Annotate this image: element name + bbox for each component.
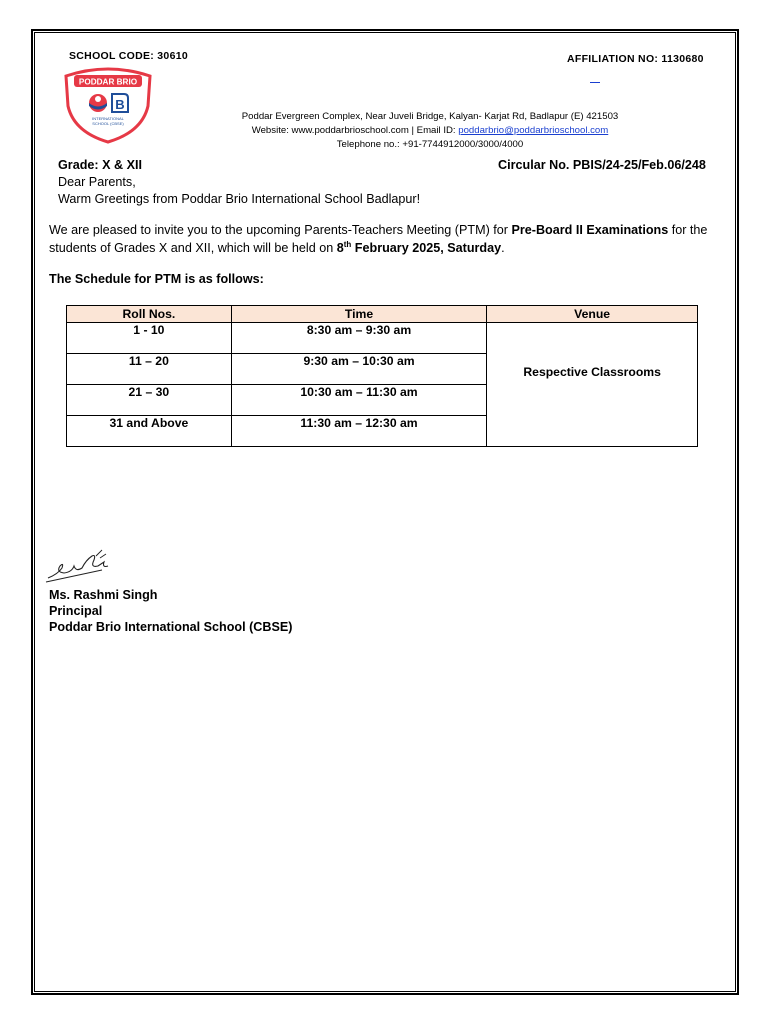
date-rest: February 2025, Saturday — [351, 241, 502, 256]
principal-name: Ms. Rashmi Singh — [49, 588, 158, 602]
svg-text:PODDAR BRIO: PODDAR BRIO — [78, 77, 138, 87]
date-suffix: th — [343, 240, 352, 249]
table-header-row — [67, 306, 698, 323]
body-text: We are pleased to invite you to the upcoming Parents-Teachers Meeting (PTM) for — [49, 223, 512, 237]
time-cell: 11:30 am – 12:30 am — [231, 416, 487, 447]
body-line-2 — [49, 240, 729, 255]
body-line-1 — [49, 223, 729, 237]
body-text-end: for the — [668, 223, 708, 237]
website-email-line — [180, 125, 680, 136]
meeting-date — [337, 241, 501, 255]
svg-text:B: B — [115, 97, 125, 112]
page-border — [34, 32, 736, 992]
school-name-signature: Poddar Brio International School (CBSE) — [49, 620, 293, 634]
ptm-schedule-table — [66, 305, 698, 447]
svg-text:INTERNATIONAL: INTERNATIONAL — [92, 116, 124, 121]
blue-underline-mark — [590, 82, 600, 83]
affiliation-number: AFFILIATION NO: 1130680 — [567, 53, 704, 65]
grade-label: Grade: X & XII — [58, 158, 142, 172]
school-logo — [62, 66, 154, 144]
exam-name: Pre-Board II Examinations — [511, 223, 669, 237]
roll-cell: 1 - 10 — [67, 323, 232, 354]
roll-cell: 11 – 20 — [67, 354, 232, 385]
salutation: Dear Parents, — [58, 175, 136, 189]
period: . — [501, 241, 505, 256]
time-cell: 10:30 am – 11:30 am — [231, 385, 487, 416]
principal-title: Principal — [49, 604, 103, 618]
greeting-line: Warm Greetings from Poddar Brio International School Badlapur! — [58, 192, 421, 206]
venue-cell: Respective Classrooms — [487, 323, 698, 447]
time-cell: 8:30 am – 9:30 am — [231, 323, 487, 354]
school-address: Poddar Evergreen Complex, Near Juveli Bridge, Kalyan- Karjat Rd, Badlapur (E) 421503 — [241, 111, 619, 122]
body-text-2: students of Grades X and XII, which will be held on — [49, 241, 337, 256]
roll-cell: 21 – 30 — [67, 385, 232, 416]
website-text: Website: www.poddarbrioschool.com | Email ID: — [251, 125, 459, 136]
column-header-roll: Roll Nos. — [67, 306, 232, 323]
telephone-line: Telephone no.: +91-7744912000/3000/4000 — [336, 139, 524, 150]
school-code: SCHOOL CODE: 30610 — [69, 50, 188, 62]
circular-number: Circular No. PBIS/24-25/Feb.06/248 — [498, 158, 706, 172]
column-header-time: Time — [231, 306, 487, 323]
svg-text:SCHOOL (CBSE): SCHOOL (CBSE) — [92, 121, 124, 126]
schedule-heading: The Schedule for PTM is as follows: — [49, 272, 264, 286]
time-cell: 9:30 am – 10:30 am — [231, 354, 487, 385]
roll-cell: 31 and Above — [67, 416, 232, 447]
table-row — [67, 323, 698, 354]
email-link[interactable]: poddarbrio@poddarbrioschool.com — [458, 125, 609, 136]
principal-signature — [44, 546, 120, 586]
date-day: 8 — [336, 241, 344, 256]
column-header-venue: Venue — [487, 306, 698, 323]
